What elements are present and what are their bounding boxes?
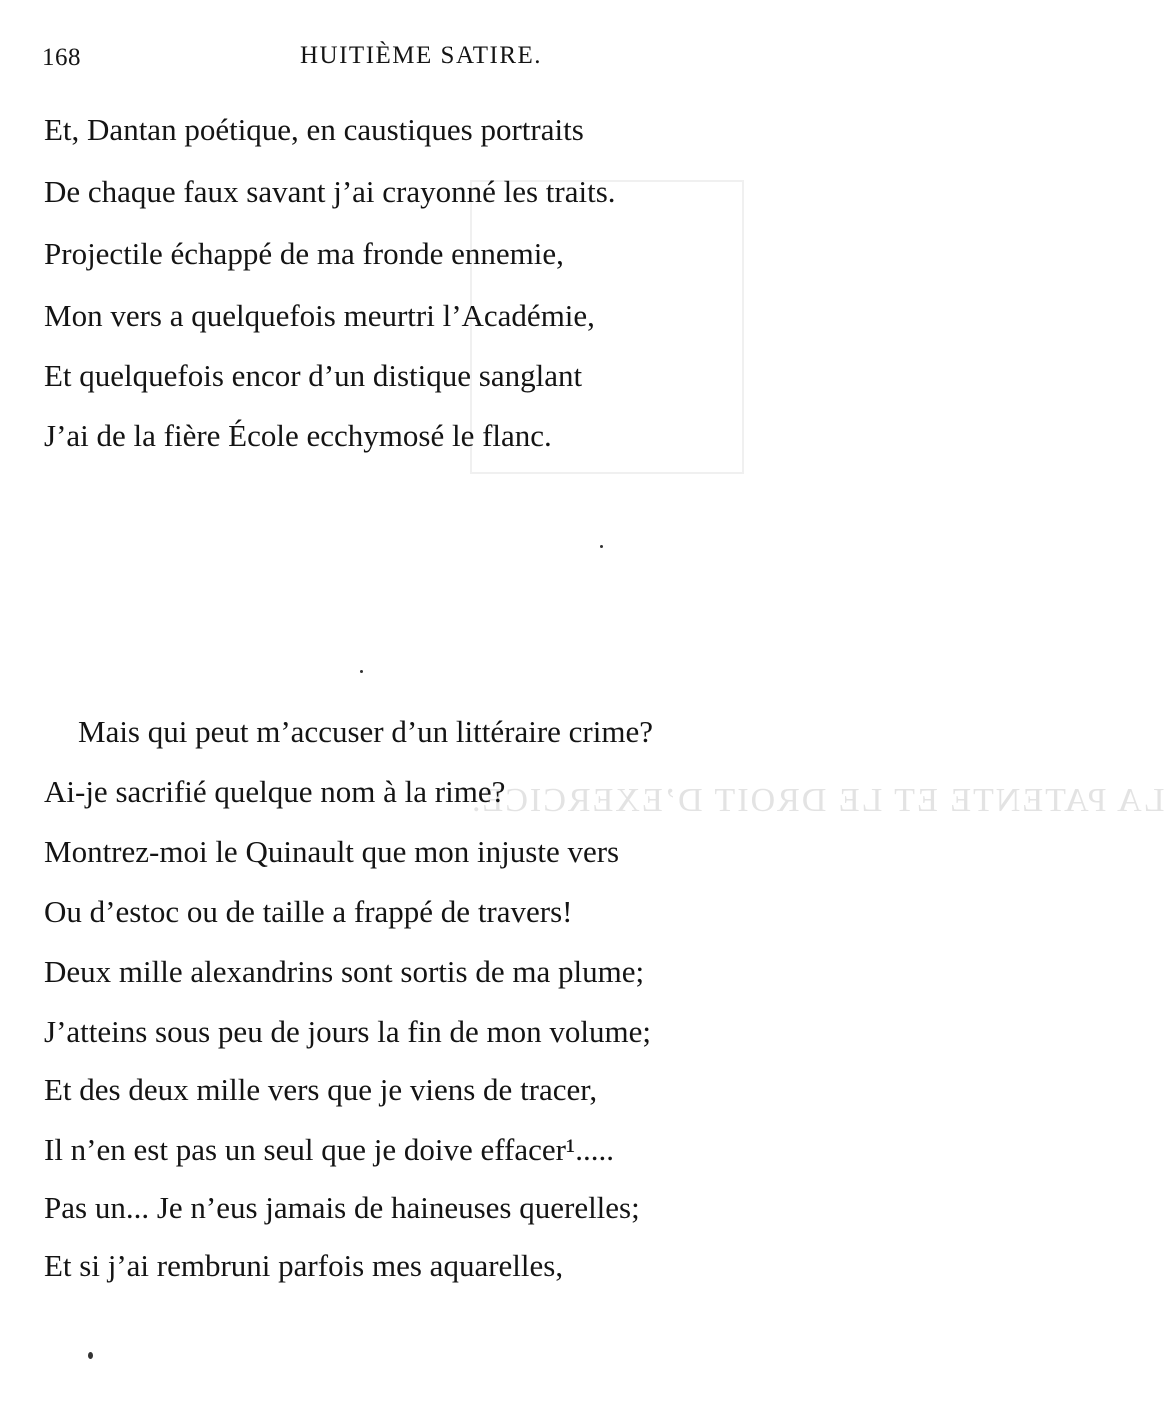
verse-line: Il n’en est pas un seul que je doive effacer¹.....: [44, 1132, 614, 1167]
page-header: [0, 38, 800, 78]
verse-line: Deux mille alexandrins sont sortis de ma plume;: [44, 954, 645, 989]
ink-speck: [88, 1352, 93, 1359]
verse-line: Et, Dantan poétique, en caustiques portraits: [44, 112, 584, 147]
verse-line: Projectile échappé de ma fronde ennemie,: [44, 236, 564, 271]
ink-speck: [600, 545, 603, 548]
verse-line: J’atteins sous peu de jours la fin de mon volume;: [44, 1014, 651, 1049]
verse-line: Et des deux mille vers que je viens de tracer,: [44, 1072, 598, 1107]
verse-line: Ai-je sacrifié quelque nom à la rime?: [44, 774, 506, 809]
verse-line: Ou d’estoc ou de taille a frappé de travers!: [44, 894, 573, 929]
ink-speck: [360, 670, 363, 673]
verse-line: Mais qui peut m’accuser d’un littéraire crime?: [78, 714, 653, 749]
verse-line: Et quelquefois encor d’un distique sanglant: [44, 358, 583, 393]
verse-line: J’ai de la fière École ecchymosé le flanc.: [44, 418, 552, 453]
verse-line: Montrez-moi le Quinault que mon injuste vers: [44, 834, 620, 869]
page-number: 168: [42, 44, 81, 71]
verse-line: Mon vers a quelquefois meurtri l’Académie,: [44, 298, 595, 333]
verse-line: Pas un... Je n’eus jamais de haineuses querelles;: [44, 1190, 640, 1225]
running-title: HUITIÈME SATIRE.: [300, 42, 543, 69]
bleed-through-heading: LA PATENTE ET LE DROIT D’EXERCICE.: [470, 782, 1164, 819]
verse-line: Et si j’ai rembruni parfois mes aquarelles,: [44, 1248, 564, 1283]
verse-line: De chaque faux savant j’ai crayonné les traits.: [44, 174, 616, 209]
